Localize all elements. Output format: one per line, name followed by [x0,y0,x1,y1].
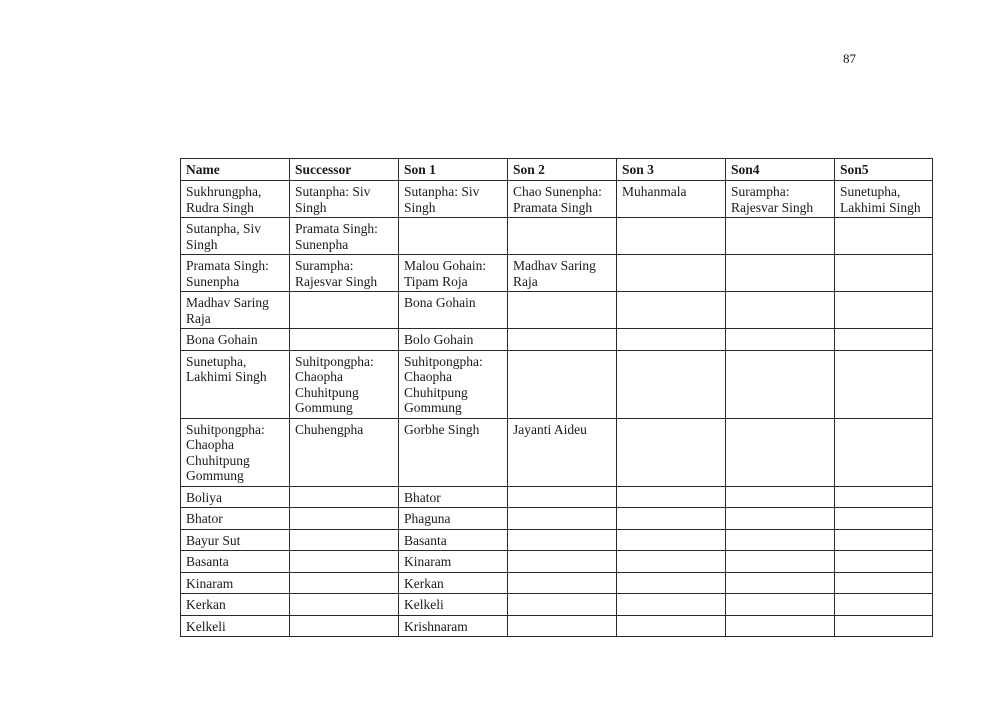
table-cell: Pramata Singh: Sunenpha [181,255,290,292]
table-cell [726,615,835,637]
table-cell [617,508,726,530]
table-row [181,551,933,573]
table-cell [726,329,835,351]
table-cell: Surampha: Rajesvar Singh [290,255,399,292]
table-cell: Sukhrungpha, Rudra Singh [181,181,290,218]
table-cell: Bhator [399,486,508,508]
table-cell [835,551,933,573]
table-cell: Chao Sunenpha: Pramata Singh [508,181,617,218]
lineage-table [180,158,933,637]
table-cell: Suhitpongpha: Chaopha Chuhitpung Gommung [290,350,399,418]
table-cell: Pramata Singh: Sunenpha [290,218,399,255]
table-cell: Kelkeli [399,594,508,616]
table-cell [508,615,617,637]
table-cell [835,218,933,255]
table-cell [617,486,726,508]
table-row [181,181,933,218]
table-row [181,572,933,594]
table-cell [290,329,399,351]
table-cell [835,615,933,637]
table-body [181,181,933,637]
table-cell [290,486,399,508]
table-cell [508,551,617,573]
table-cell: Muhanmala [617,181,726,218]
table-cell [508,350,617,418]
table-row [181,350,933,418]
table-cell [290,529,399,551]
table-row [181,418,933,486]
table-row [181,615,933,637]
table-cell: Bayur Sut [181,529,290,551]
table-cell: Sutanpha: Siv Singh [290,181,399,218]
table-cell: Madhav Saring Raja [508,255,617,292]
table-cell [726,594,835,616]
table-cell [617,529,726,551]
table-cell: Malou Gohain: Tipam Roja [399,255,508,292]
column-header-son-1: Son 1 [399,159,508,181]
table-cell [508,572,617,594]
table-cell: Basanta [181,551,290,573]
table-cell [617,255,726,292]
table-row [181,218,933,255]
table-row [181,486,933,508]
table-cell [617,350,726,418]
table-cell [835,572,933,594]
table-cell [290,508,399,530]
table-cell [617,615,726,637]
table-cell [290,594,399,616]
table-cell [508,529,617,551]
table-cell: Kerkan [399,572,508,594]
column-header-son4: Son4 [726,159,835,181]
table-cell: Suhitpongpha: Chaopha Chuhitpung Gommung [181,418,290,486]
table-row [181,508,933,530]
table-row [181,529,933,551]
table-cell: Chuhengpha [290,418,399,486]
table-cell [835,486,933,508]
column-header-son-3: Son 3 [617,159,726,181]
table-row [181,329,933,351]
table-cell [835,292,933,329]
table-cell [835,529,933,551]
table-cell: Bona Gohain [181,329,290,351]
column-header-son5: Son5 [835,159,933,181]
table-header-row [181,159,933,181]
table-cell [508,486,617,508]
table-cell [508,329,617,351]
table-cell: Bhator [181,508,290,530]
table-cell [726,255,835,292]
table-cell [726,572,835,594]
table-cell: Basanta [399,529,508,551]
table-cell [399,218,508,255]
table-cell [835,418,933,486]
table-cell [290,615,399,637]
table-cell [726,418,835,486]
table-cell [617,418,726,486]
table-cell [508,218,617,255]
table-cell [726,486,835,508]
table-cell: Boliya [181,486,290,508]
table-cell: Suhitpongpha: Chaopha Chuhitpung Gommung [399,350,508,418]
table-cell [835,594,933,616]
table-cell [508,292,617,329]
table-row [181,594,933,616]
table-cell [726,551,835,573]
table-cell [726,292,835,329]
table-row [181,255,933,292]
table-cell [290,551,399,573]
table-cell [617,329,726,351]
table-cell: Jayanti Aideu [508,418,617,486]
table-cell: Kinaram [399,551,508,573]
table-cell [508,594,617,616]
table-cell: Bona Gohain [399,292,508,329]
table-cell: Kelkeli [181,615,290,637]
table-cell: Sutanpha, Siv Singh [181,218,290,255]
table-cell [617,551,726,573]
table-cell: Sunetupha, Lakhimi Singh [835,181,933,218]
table-cell [835,508,933,530]
table-cell [617,594,726,616]
table-cell: Gorbhe Singh [399,418,508,486]
page-number: 87 [843,51,856,66]
table-cell: Kinaram [181,572,290,594]
table-cell: Sutanpha: Siv Singh [399,181,508,218]
table-cell [835,329,933,351]
table-cell [726,529,835,551]
table-cell [726,508,835,530]
table-cell [508,508,617,530]
table-cell [290,572,399,594]
table-cell: Krishnaram [399,615,508,637]
table-cell: Madhav Saring Raja [181,292,290,329]
table-row [181,292,933,329]
table-cell: Surampha: Rajesvar Singh [726,181,835,218]
table-cell: Bolo Gohain [399,329,508,351]
table-cell [726,350,835,418]
table-cell: Sunetupha, Lakhimi Singh [181,350,290,418]
column-header-successor: Successor [290,159,399,181]
table-cell: Kerkan [181,594,290,616]
table-cell [617,572,726,594]
table-cell [835,255,933,292]
column-header-name: Name [181,159,290,181]
table-cell [835,350,933,418]
table-cell [726,218,835,255]
table-cell [617,218,726,255]
table-cell [617,292,726,329]
table-cell [290,292,399,329]
column-header-son-2: Son 2 [508,159,617,181]
table-cell: Phaguna [399,508,508,530]
